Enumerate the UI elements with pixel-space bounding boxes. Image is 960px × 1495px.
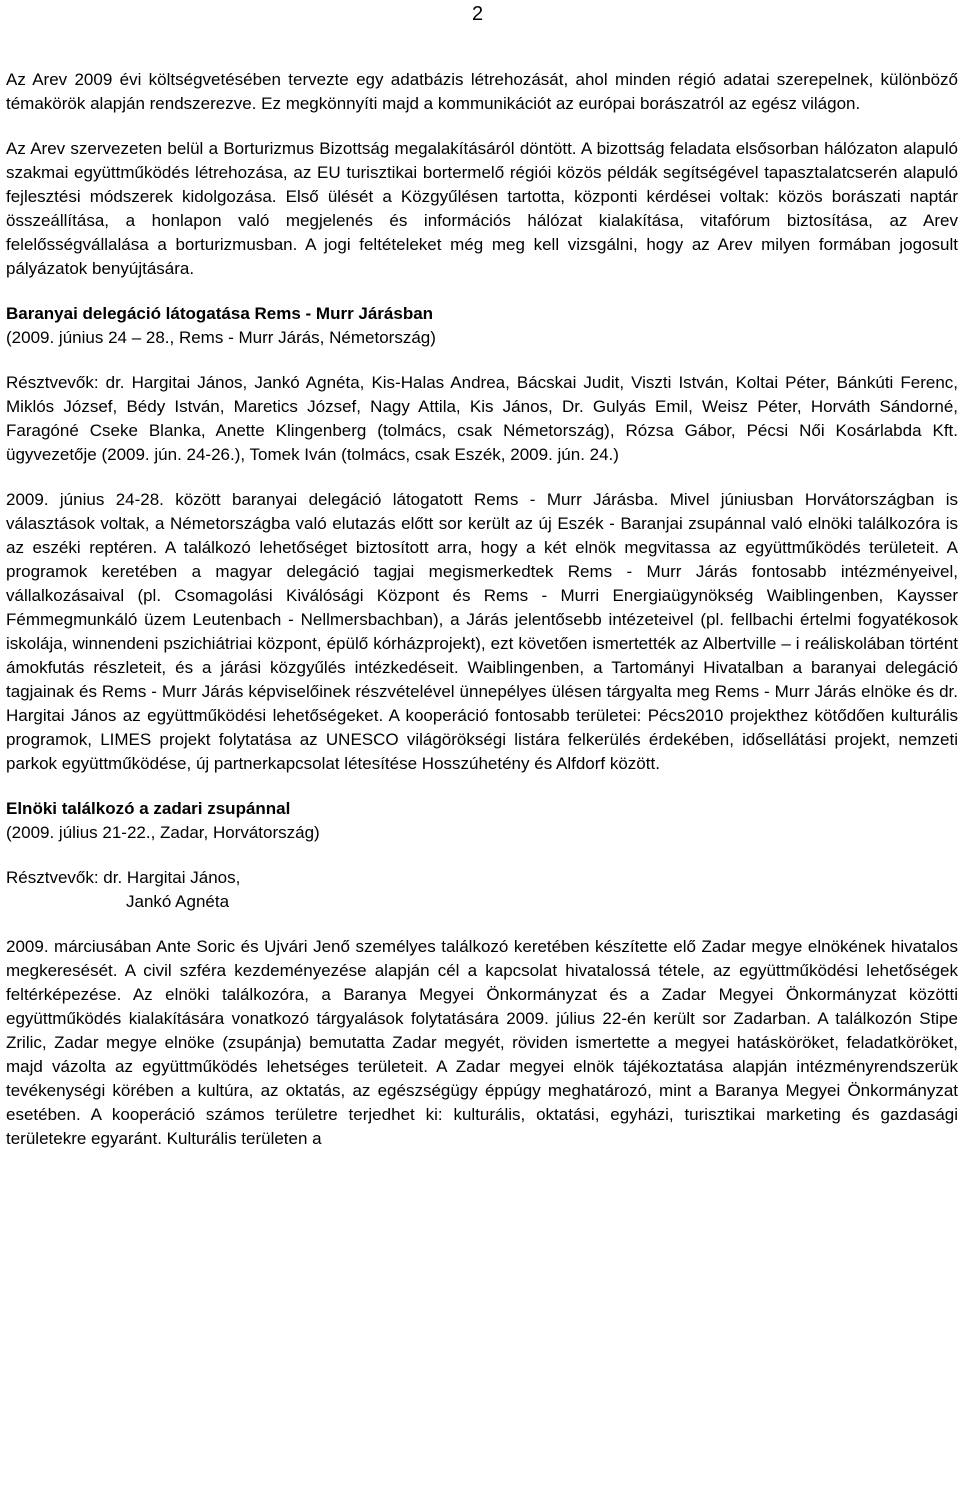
page-number: 2 bbox=[472, 3, 484, 25]
section-heading: Baranyai delegáció látogatása Rems - Murr Járásban bbox=[6, 304, 434, 323]
section-subheading: (2009. július 21-22., Zadar, Horvátország) bbox=[6, 823, 320, 842]
section-body-paragraph: 2009. márciusában Ante Soric és Ujvári Jenő személyes találkozó keretében készítette elő Zadar megye elnökének hivatalos megkeresését. A civil szféra kezdeményezése alapján cél a kapcsolat hivatalossá tétele, az együttműködési lehetőségek feltérképezése. Az elnöki találkozóra, a Baranya Megyei Önkormányzat és a Zadar Megyei Önkormányzat közötti együttműködés kialakítására vonatkozó tárgyalások folytatására 2009. július 22-én került sor Zadarban. A találkozón Stipe Zrilic, Zadar megye elnöke (zsupánja) bemutatta Zadar megyét, röviden ismertette a megyei hatásköröket, feladatköröket, majd vázolta az együttműködés lehetséges területeit. A Zadar megyei elnök tájékoztatása alapján intézményrendszerük tevékenységi körében a kultúra, az oktatás, az egészségügy éppúgy meghatározó, mint a Baranya Megyei Önkormányzat esetében. A kooperáció számos területre terjedhet ki: kulturális, oktatási, egyházi, turisztikai marketing és gazdasági területekre egyaránt. Kulturális területen a bbox=[6, 937, 958, 1148]
participants-line: Jankó Agnéta bbox=[126, 892, 230, 911]
section-subheading: (2009. június 24 – 28., Rems - Murr Járás, Németország) bbox=[6, 328, 436, 347]
document-body bbox=[6, 68, 958, 1172]
paragraph-wine-tourism-committee: Az Arev szervezeten belül a Borturizmus Bizottság megalakításáról döntött. A bizottság feladata elsősorban hálózaton alapuló szakmai együttműködés létrehozása, az EU turisztikai bortermelő régiói közös példák segítségével tapasztalatcserén alapuló fejlesztési módszerek kidolgozása. Első ülését a Közgyűlésen tartotta, központi kérdései voltak: közös borászati naptár összeállítása, a honlapon való megjelenés és információs hálózat kialakítása, vitafórum biztosítása, az Arev felelősségvállalása a borturizmusban. A jogi feltételeket még meg kell vizsgálni, hogy az Arev milyen formában jogosult pályázatok benyújtására. bbox=[6, 139, 958, 278]
participants-paragraph: Résztvevők: dr. Hargitai János, Jankó Agnéta, Kis-Halas Andrea, Bácskai Judit, Viszti István, Koltai Péter, Bánkúti Ferenc, Miklós József, Bédy István, Maretics József, Nagy Attila, Kis János, Dr. Gulyás Emil, Weisz Péter, Horváth Sándorné, Faragóné Cseke Blanka, Anette Klingenberg (tolmács, csak Németország), Rózsa Gábor, Pécsi Női Kosárlabda Kft. ügyvezetője (2009. jún. 24-26.), Tomek Iván (tolmács, csak Eszék, 2009. jún. 24.) bbox=[6, 373, 958, 464]
section-heading: Elnöki találkozó a zadari zsupánnal bbox=[6, 799, 291, 818]
participants-line: Résztvevők: dr. Hargitai János, bbox=[6, 868, 241, 887]
paragraph-database: Az Arev 2009 évi költségvetésében tervezte egy adatbázis létrehozását, ahol minden régió adatai szerepelnek, különböző témakörök alapján rendszerezve. Ez megkönnyíti majd a kommunikációt az európai borászatról az egész világon. bbox=[6, 70, 958, 113]
section-zadar-meeting bbox=[6, 797, 958, 1151]
section-body-paragraph: 2009. június 24-28. között baranyai delegáció látogatott Rems - Murr Járásba. Mivel júniusban Horvátországban is választások voltak, a Németországba való elutazás előtt sor került az új Eszék - Baranjai zsupánnal való elnöki találkozóra is az eszéki reptéren. A találkozó lehetőséget biztosított arra, hogy a két elnök megvitassa az együttműködés területeit. A programok keretében a magyar delegáció tagjai megismerkedtek Rems - Murr Járás fontosabb intézményeivel, vállalkozásaival (pl. Csomagolási Kiválósági Központ és Rems - Murri Energiaügynökség Waiblingenben, Kaysser Fémmegmunkáló üzem Leutenbach - Nellmersbachban), a Járás jelentősebb intézeteivel (pl. fellbachi értelmi fogyatékosok iskolája, winnendeni pszichiátriai központ, épülő kórházprojekt), ezt követően ismertették az Albertville – i reáliskolában történt ámokfutás részleteit, és a járási közgyűlés intézkedéseit. Waiblingenben, a Tartományi Hivatalban a baranyai delegáció tagjainak és Rems - Murr Járás képviselőinek részvételével ünnepélyes ülésen tárgyalta meg Rems - Murr Járás elnöke és dr. Hargitai János az együttműködési lehetőségeket. A kooperáció fontosabb területei: Pécs2010 projekthez kötődően kulturális programok, LIMES projekt folytatása az UNESCO világörökségi listára felkerülés érdekében, idősellátási projekt, nemzeti parkok együttműködése, új partnerkapcsolat létesítése Hosszúhetény és Alfdorf között. bbox=[6, 490, 958, 773]
section-rems-murr-visit bbox=[6, 302, 958, 776]
